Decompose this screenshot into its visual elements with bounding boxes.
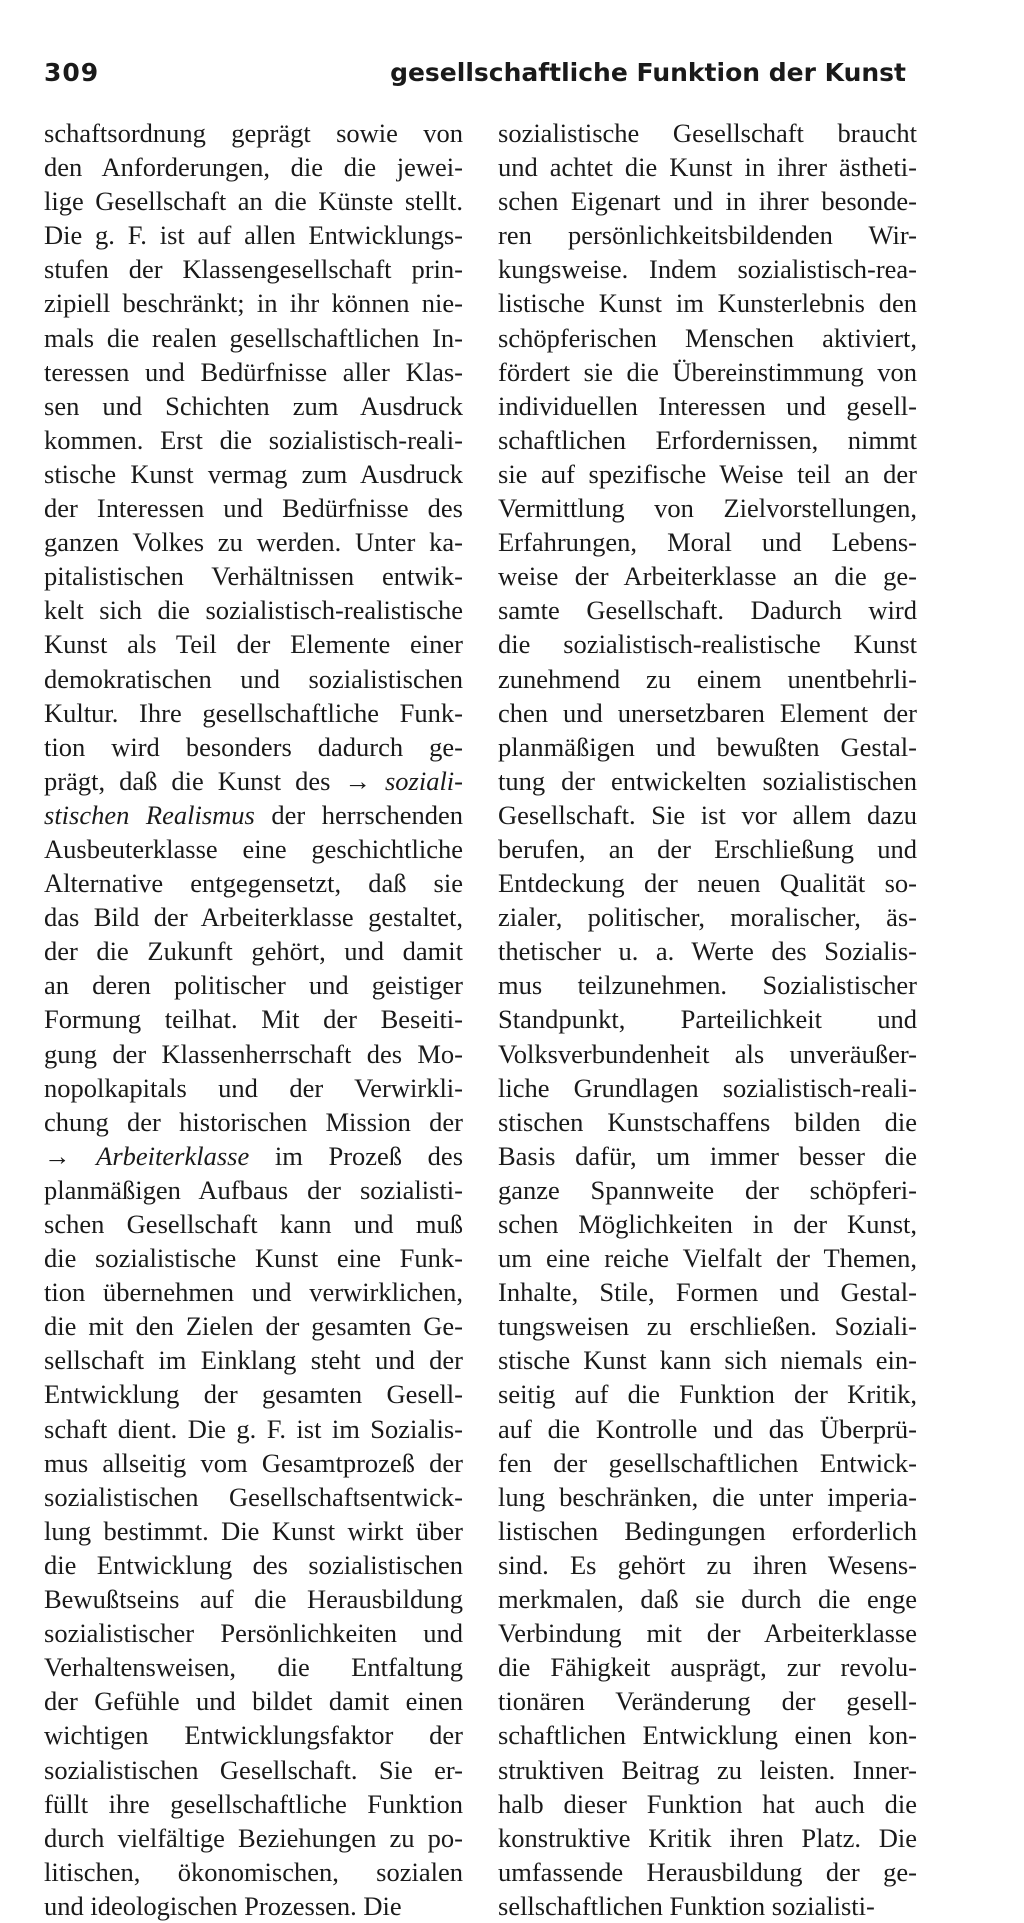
text-line: mus teilzunehmen. Sozialistischer bbox=[498, 970, 917, 1001]
text-line: gung der Klassenherrschaft des Mo- bbox=[44, 1038, 463, 1069]
text-line: schen Gesellschaft kann und muß bbox=[44, 1209, 463, 1239]
text-line: Entdeckung der neuen Qualität so- bbox=[498, 868, 917, 899]
text-line: fördert sie die Übereinstimmung von bbox=[498, 356, 917, 387]
text-line: weise der Arbeiterklasse an die ge- bbox=[498, 561, 917, 592]
text-line: seitig auf die Funktion der Kritik, bbox=[498, 1379, 917, 1410]
text-line: tion wird besonders dadurch ge- bbox=[44, 731, 463, 762]
text-line: kelt sich die sozialistisch-realistische bbox=[44, 595, 463, 626]
text-line: Gesellschaft. Sie ist vor allem dazu bbox=[498, 799, 917, 830]
text-line: stische Kunst kann sich niemals ein- bbox=[498, 1345, 917, 1376]
text-line: lung beschränken, die unter imperia- bbox=[498, 1481, 917, 1512]
text-fragment: im Prozeß des bbox=[249, 1140, 464, 1171]
text-line: Basis dafür, um immer besser die bbox=[498, 1140, 917, 1171]
text-line: der die Zukunft gehört, und damit bbox=[44, 936, 463, 967]
text-fragment: der herrschenden bbox=[254, 799, 463, 830]
italic-reference: stischen Realismus bbox=[44, 799, 255, 830]
text-line: sozialistischen Gesellschaft. Sie er- bbox=[44, 1754, 463, 1785]
text-line: schöpferischen Menschen aktiviert, bbox=[498, 322, 917, 353]
text-line: fen der gesellschaftlichen Entwick- bbox=[498, 1447, 917, 1478]
text-line: teressen und Bedürfnisse aller Klas- bbox=[44, 356, 463, 387]
text-line: Verhaltensweisen, die Entfaltung bbox=[44, 1652, 463, 1683]
text-line: Standpunkt, Parteilichkeit und bbox=[498, 1004, 917, 1035]
running-title: gesellschaftliche Funktion der Kunst bbox=[390, 58, 906, 87]
text-line: zipiell beschränkt; in ihr können nie- bbox=[44, 288, 463, 319]
text-line: sozialistische Gesellschaft braucht bbox=[498, 118, 917, 148]
text-line: an deren politischer und geistiger bbox=[44, 970, 463, 1001]
text-line: die Entwicklung des sozialistischen bbox=[44, 1549, 463, 1580]
text-line: Kultur. Ihre gesellschaftliche Funk- bbox=[44, 697, 463, 728]
text-line: struktiven Beitrag zu leisten. Inner- bbox=[498, 1754, 917, 1785]
text-line: zialer, politischer, moralischer, äs- bbox=[498, 902, 917, 933]
text-fragment: prägt, daß die Kunst des bbox=[44, 765, 345, 796]
text-line: sozialistischer Persönlichkeiten und bbox=[44, 1618, 463, 1649]
text-line: zunehmend zu einem unentbehrli- bbox=[498, 663, 917, 694]
text-line: sellschaft im Einklang steht und der bbox=[44, 1345, 463, 1376]
text-line: der Gefühle und bildet damit einen bbox=[44, 1686, 463, 1717]
text-line: tung der entwickelten sozialistischen bbox=[498, 765, 917, 796]
text-line: wichtigen Entwicklungsfaktor der bbox=[44, 1720, 463, 1751]
text-line: chung der historischen Mission der bbox=[44, 1106, 463, 1137]
text-line: schaft dient. Die g. F. ist im Sozialis- bbox=[44, 1413, 463, 1444]
text-line: demokratischen und sozialistischen bbox=[44, 663, 463, 694]
text-line: Formung teilhat. Mit der Beseiti- bbox=[44, 1004, 463, 1035]
running-header bbox=[44, 58, 906, 98]
text-line: halb dieser Funktion hat auch die bbox=[498, 1788, 917, 1819]
text-line: die sozialistisch-realistische Kunst bbox=[498, 629, 917, 660]
text-line: Inhalte, Stile, Formen und Gestal- bbox=[498, 1277, 917, 1308]
italic-reference: soziali- bbox=[384, 765, 463, 796]
text-line: stufen der Klassengesellschaft prin- bbox=[44, 254, 463, 285]
text-line: samte Gesellschaft. Dadurch wird bbox=[498, 595, 917, 626]
text-line: tionären Veränderung der gesell- bbox=[498, 1686, 917, 1717]
text-line: nopolkapitals und der Verwirkli- bbox=[44, 1072, 463, 1103]
text-line: konstruktive Kritik ihren Platz. Die bbox=[498, 1822, 917, 1853]
left-text-column bbox=[44, 116, 463, 1923]
text-line: thetischer u. a. Werte des Sozialis- bbox=[498, 936, 917, 967]
text-line: mus allseitig vom Gesamtprozeß der bbox=[44, 1447, 463, 1478]
text-line: füllt ihre gesellschaftliche Funktion bbox=[44, 1788, 463, 1819]
text-line: lung bestimmt. Die Kunst wirkt über bbox=[44, 1515, 463, 1546]
text-line: Die g. F. ist auf allen Entwicklungs- bbox=[44, 220, 463, 251]
text-line: sellschaftlichen Funktion sozialisti- bbox=[498, 1890, 875, 1921]
text-line: liche Grundlagen sozialistisch-reali- bbox=[498, 1072, 917, 1103]
text-line: Vermittlung von Zielvorstellungen, bbox=[498, 493, 917, 524]
text-line: litischen, ökonomischen, sozialen bbox=[44, 1856, 463, 1887]
text-line: Volksverbundenheit als unveräußer- bbox=[498, 1038, 917, 1069]
text-line: den Anforderungen, die die jewei- bbox=[44, 152, 463, 183]
text-line: listischen Bedingungen erforderlich bbox=[498, 1515, 917, 1546]
text-line: Bewußtseins auf die Herausbildung bbox=[44, 1584, 463, 1615]
text-fragment: → bbox=[44, 1140, 71, 1171]
text-line: schen Möglichkeiten in der Kunst, bbox=[498, 1209, 917, 1239]
text-line: um eine reiche Vielfalt der Themen, bbox=[498, 1243, 917, 1274]
text-line: merkmalen, daß sie durch die enge bbox=[498, 1584, 917, 1615]
text-line: und achtet die Kunst in ihrer ästheti- bbox=[498, 152, 917, 183]
text-line: planmäßigen Aufbaus der sozialisti- bbox=[44, 1174, 463, 1205]
text-line: pitalistischen Verhältnissen entwik- bbox=[44, 561, 463, 592]
italic-reference: Arbeiterklasse bbox=[96, 1140, 250, 1171]
text-line bbox=[44, 798, 463, 832]
text-line: umfassende Herausbildung der ge- bbox=[498, 1856, 917, 1887]
text-line: listische Kunst im Kunsterlebnis den bbox=[498, 288, 917, 319]
text-line: mals die realen gesellschaftlichen In- bbox=[44, 322, 463, 353]
text-line: lige Gesellschaft an die Künste stellt. bbox=[44, 186, 463, 217]
text-line: tion übernehmen und verwirklichen, bbox=[44, 1277, 463, 1308]
text-line: Verbindung mit der Arbeiterklasse bbox=[498, 1618, 917, 1649]
text-line: auf die Kontrolle und das Überprü- bbox=[498, 1413, 917, 1444]
text-line: Ausbeuterklasse eine geschichtliche bbox=[44, 833, 463, 864]
text-line: ganzen Volkes zu werden. Unter ka- bbox=[44, 527, 463, 558]
text-line: berufen, an der Erschließung und bbox=[498, 833, 917, 864]
text-line: chen und unersetzbaren Element der bbox=[498, 697, 917, 728]
text-line: ren persönlichkeitsbildenden Wir- bbox=[498, 220, 917, 251]
text-line: sind. Es gehört zu ihren Wesens- bbox=[498, 1549, 917, 1580]
text-line: und ideologischen Prozessen. Die bbox=[44, 1890, 402, 1921]
text-line: die sozialistische Kunst eine Funk- bbox=[44, 1243, 463, 1274]
text-line: sozialistischen Gesellschaftsentwick- bbox=[44, 1481, 463, 1512]
text-line: schaftlichen Entwicklung einen kon- bbox=[498, 1720, 917, 1751]
text-fragment: → bbox=[344, 765, 371, 796]
text-line: ganze Spannweite der schöpferi- bbox=[498, 1174, 917, 1205]
text-line: schen Eigenart und in ihrer besonde- bbox=[498, 186, 917, 217]
text-line: stischen Kunstschaffens bilden die bbox=[498, 1106, 917, 1137]
text-line: sen und Schichten zum Ausdruck bbox=[44, 390, 463, 421]
text-line: individuellen Interessen und gesell- bbox=[498, 390, 917, 421]
text-line: planmäßigen und bewußten Gestal- bbox=[498, 731, 917, 762]
text-line: stische Kunst vermag zum Ausdruck bbox=[44, 458, 463, 489]
text-line: kommen. Erst die sozialistisch-reali- bbox=[44, 424, 463, 455]
text-line bbox=[44, 1139, 463, 1173]
text-line: kungsweise. Indem sozialistisch-rea- bbox=[498, 254, 917, 285]
text-line: sie auf spezifische Weise teil an der bbox=[498, 458, 917, 489]
text-line: schaftsordnung geprägt sowie von bbox=[44, 118, 463, 148]
text-line: Entwicklung der gesamten Gesell- bbox=[44, 1379, 463, 1410]
text-line: die Fähigkeit ausprägt, zur revolu- bbox=[498, 1652, 917, 1683]
text-line: Kunst als Teil der Elemente einer bbox=[44, 629, 463, 660]
text-line bbox=[44, 764, 463, 798]
page-number: 309 bbox=[44, 58, 100, 87]
text-line: die mit den Zielen der gesamten Ge- bbox=[44, 1311, 463, 1342]
text-line: tungsweisen zu erschließen. Soziali- bbox=[498, 1311, 917, 1342]
right-text-column bbox=[498, 116, 917, 1923]
text-line: Alternative entgegensetzt, daß sie bbox=[44, 868, 463, 899]
text-line: der Interessen und Bedürfnisse des bbox=[44, 493, 463, 524]
text-line: Erfahrungen, Moral und Lebens- bbox=[498, 527, 917, 558]
text-line: schaftlichen Erfordernissen, nimmt bbox=[498, 424, 917, 455]
text-line: durch vielfältige Beziehungen zu po- bbox=[44, 1822, 463, 1853]
text-line: das Bild der Arbeiterklasse gestaltet, bbox=[44, 902, 463, 933]
